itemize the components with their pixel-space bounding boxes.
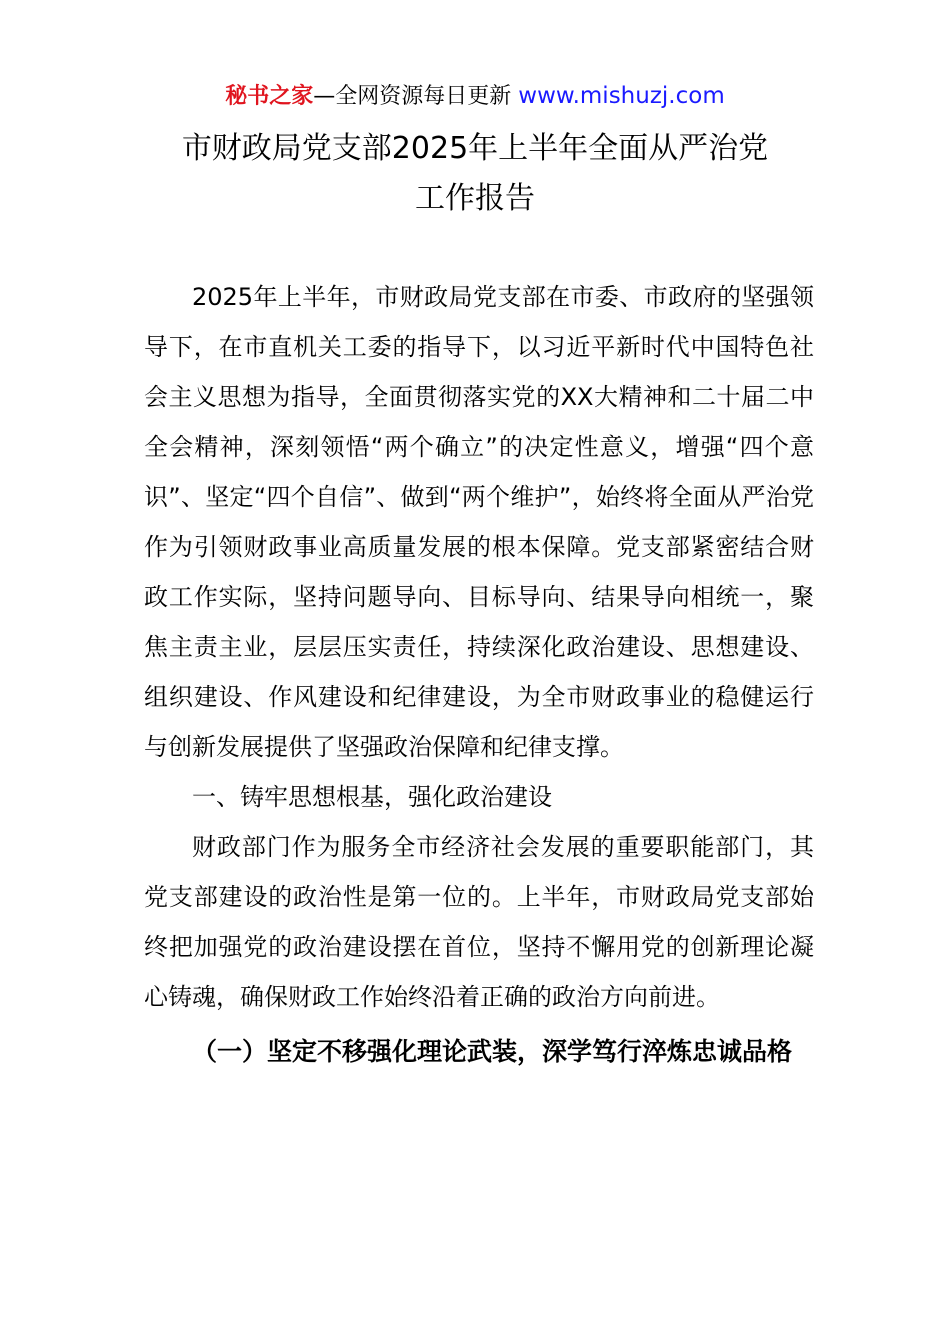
header-tagline: —全网资源每日更新 [313,84,519,109]
site-url-link[interactable]: www.mishuzj.com [518,83,725,109]
title-line-1: 市财政局党支部2025年上半年全面从严治党 [181,131,769,166]
intro-paragraph: 2025年上半年，市财政局党支部在市委、市政府的坚强领导下，在市直机关工委的指导下，以习近平新时代中国特色社会主义思想为指导，全面贯彻落实党的XX大精神和二十届二中全会精神，深刻领悟“两个确立”的决定性意义，增强“四个意识”、坚定“四个自信”、做到“两个维护”，始终将全面从严治党作为引领财政事业高质量发展的根本保障。党支部紧密结合财政工作实际，坚持问题导向、目标导向、结果导向相统一，聚焦主责主业，层层压实责任，持续深化政治建设、思想建设、组织建设、作风建设和纪律建设，为全市财政事业的稳健运行与创新发展提供了坚强政治保障和纪律支撑。 [144,283,814,761]
subsection-heading: （一）坚定不移强化理论武装，深学笃行淬炼忠诚品格 [192,1037,793,1066]
section-paragraph: 财政部门作为服务全市经济社会发展的重要职能部门，其党支部建设的政治性是第一位的。上半年，市财政局党支部始终把加强党的政治建设摆在首位，坚持不懈用党的创新理论凝心铸魂，确保财政工作始终沿着正确的政治方向前进。 [144,833,814,1011]
title-line-2: 工作报告 [415,181,535,216]
document-title [100,124,850,224]
document-body [144,272,814,1078]
site-header [0,80,950,113]
brand-name: 秘书之家 [225,84,314,109]
section-heading: 一、铸牢思想根基，强化政治建设 [192,783,552,811]
